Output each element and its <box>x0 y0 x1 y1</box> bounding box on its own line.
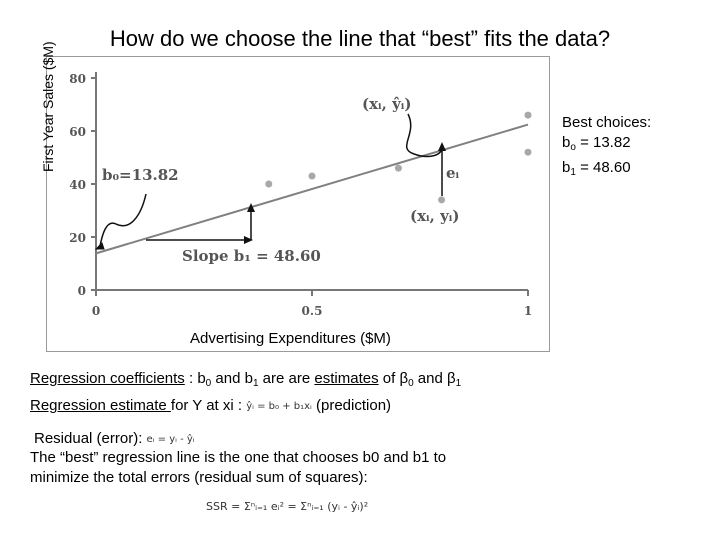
b1-value: = 48.60 <box>575 159 631 176</box>
slope-annotation: Slope b₁ = 48.60 <box>182 247 321 265</box>
chart-axes <box>69 72 532 318</box>
line1-text-c: are are <box>258 370 315 387</box>
line2-text-a: for Y at xi : <box>170 397 247 414</box>
slide-title: How do we choose the line that “best” fits the data? <box>109 26 611 51</box>
best-choices <box>562 113 651 183</box>
fit-line <box>96 125 528 254</box>
x-tick-label: 0 <box>91 304 101 318</box>
line1-sub-d: 1 <box>455 378 462 389</box>
best-b1 <box>562 158 651 183</box>
prediction-formula: ŷᵢ = b₀ + b₁xᵢ <box>246 401 312 412</box>
x-tick-label: 1 <box>523 304 533 318</box>
line1-sub-c: 0 <box>408 378 414 389</box>
line1-text-a: : b <box>184 370 206 387</box>
data-point <box>265 181 272 188</box>
x-axis-label: Advertising Expenditures ($M) <box>190 330 391 347</box>
y-tick-label: 20 <box>69 231 86 245</box>
text-line-coefficients <box>30 370 461 389</box>
y-axis-label-text: First Year Sales ($M) <box>40 41 56 172</box>
fitted-point-annotation: (xᵢ, ŷᵢ) <box>362 95 412 113</box>
text-line-estimate <box>30 397 391 414</box>
text-line-minimize: minimize the total errors (residual sum of squares): <box>30 469 368 486</box>
data-points <box>265 112 531 204</box>
residual-formula: eᵢ = yᵢ - ŷᵢ <box>146 434 195 445</box>
line2-text-b: (prediction) <box>311 397 392 414</box>
best-choices-heading: Best choices: <box>562 114 652 131</box>
y-tick-label: 80 <box>69 72 86 86</box>
x-tick-label: 0.5 <box>301 304 323 318</box>
line1-sub-b: 1 <box>252 378 259 389</box>
b0-value: = 13.82 <box>575 134 631 151</box>
y-axis-label <box>40 41 56 172</box>
b0-sub: o <box>570 142 576 153</box>
fitted-pointer <box>407 114 442 156</box>
data-point <box>525 149 532 156</box>
b0-pointer <box>100 194 146 246</box>
data-point <box>395 165 402 172</box>
estimates-term: estimates <box>314 370 379 387</box>
estimate-term: Regression estimate <box>30 397 171 414</box>
data-point <box>525 112 532 119</box>
b0-symbol: b <box>562 134 571 151</box>
data-point <box>309 173 316 180</box>
best-b0 <box>562 133 651 158</box>
y-tick-label: 60 <box>69 125 86 139</box>
scatter-chart <box>46 56 550 352</box>
ssr-formula: SSR = Σⁿᵢ₌₁ eᵢ² = Σⁿᵢ₌₁ (yᵢ - ŷᵢ)² <box>206 500 369 513</box>
chart-annotations <box>96 95 460 265</box>
residual-label: Residual (error): <box>34 430 147 447</box>
observed-point-annotation: (xᵢ, yᵢ) <box>410 207 460 225</box>
b1-symbol: b <box>562 159 571 176</box>
line1-sub-a: 0 <box>205 378 212 389</box>
regression-line <box>96 125 528 254</box>
line1-text-b: and b <box>211 370 253 387</box>
residual-annotation: eᵢ <box>446 164 460 182</box>
text-line-residual <box>34 430 195 447</box>
text-line-best: The “best” regression line is the one that chooses b0 and b1 to <box>30 449 447 466</box>
line1-text-d: of β <box>378 370 409 387</box>
coefficients-term: Regression coefficients <box>30 370 185 387</box>
b1-sub: 1 <box>570 167 576 178</box>
y-tick-label: 40 <box>69 178 86 192</box>
data-point <box>438 196 445 203</box>
y-tick-label: 0 <box>77 284 86 298</box>
b0-annotation: b₀=13.82 <box>102 166 179 184</box>
line1-text-e: and β <box>413 370 456 387</box>
